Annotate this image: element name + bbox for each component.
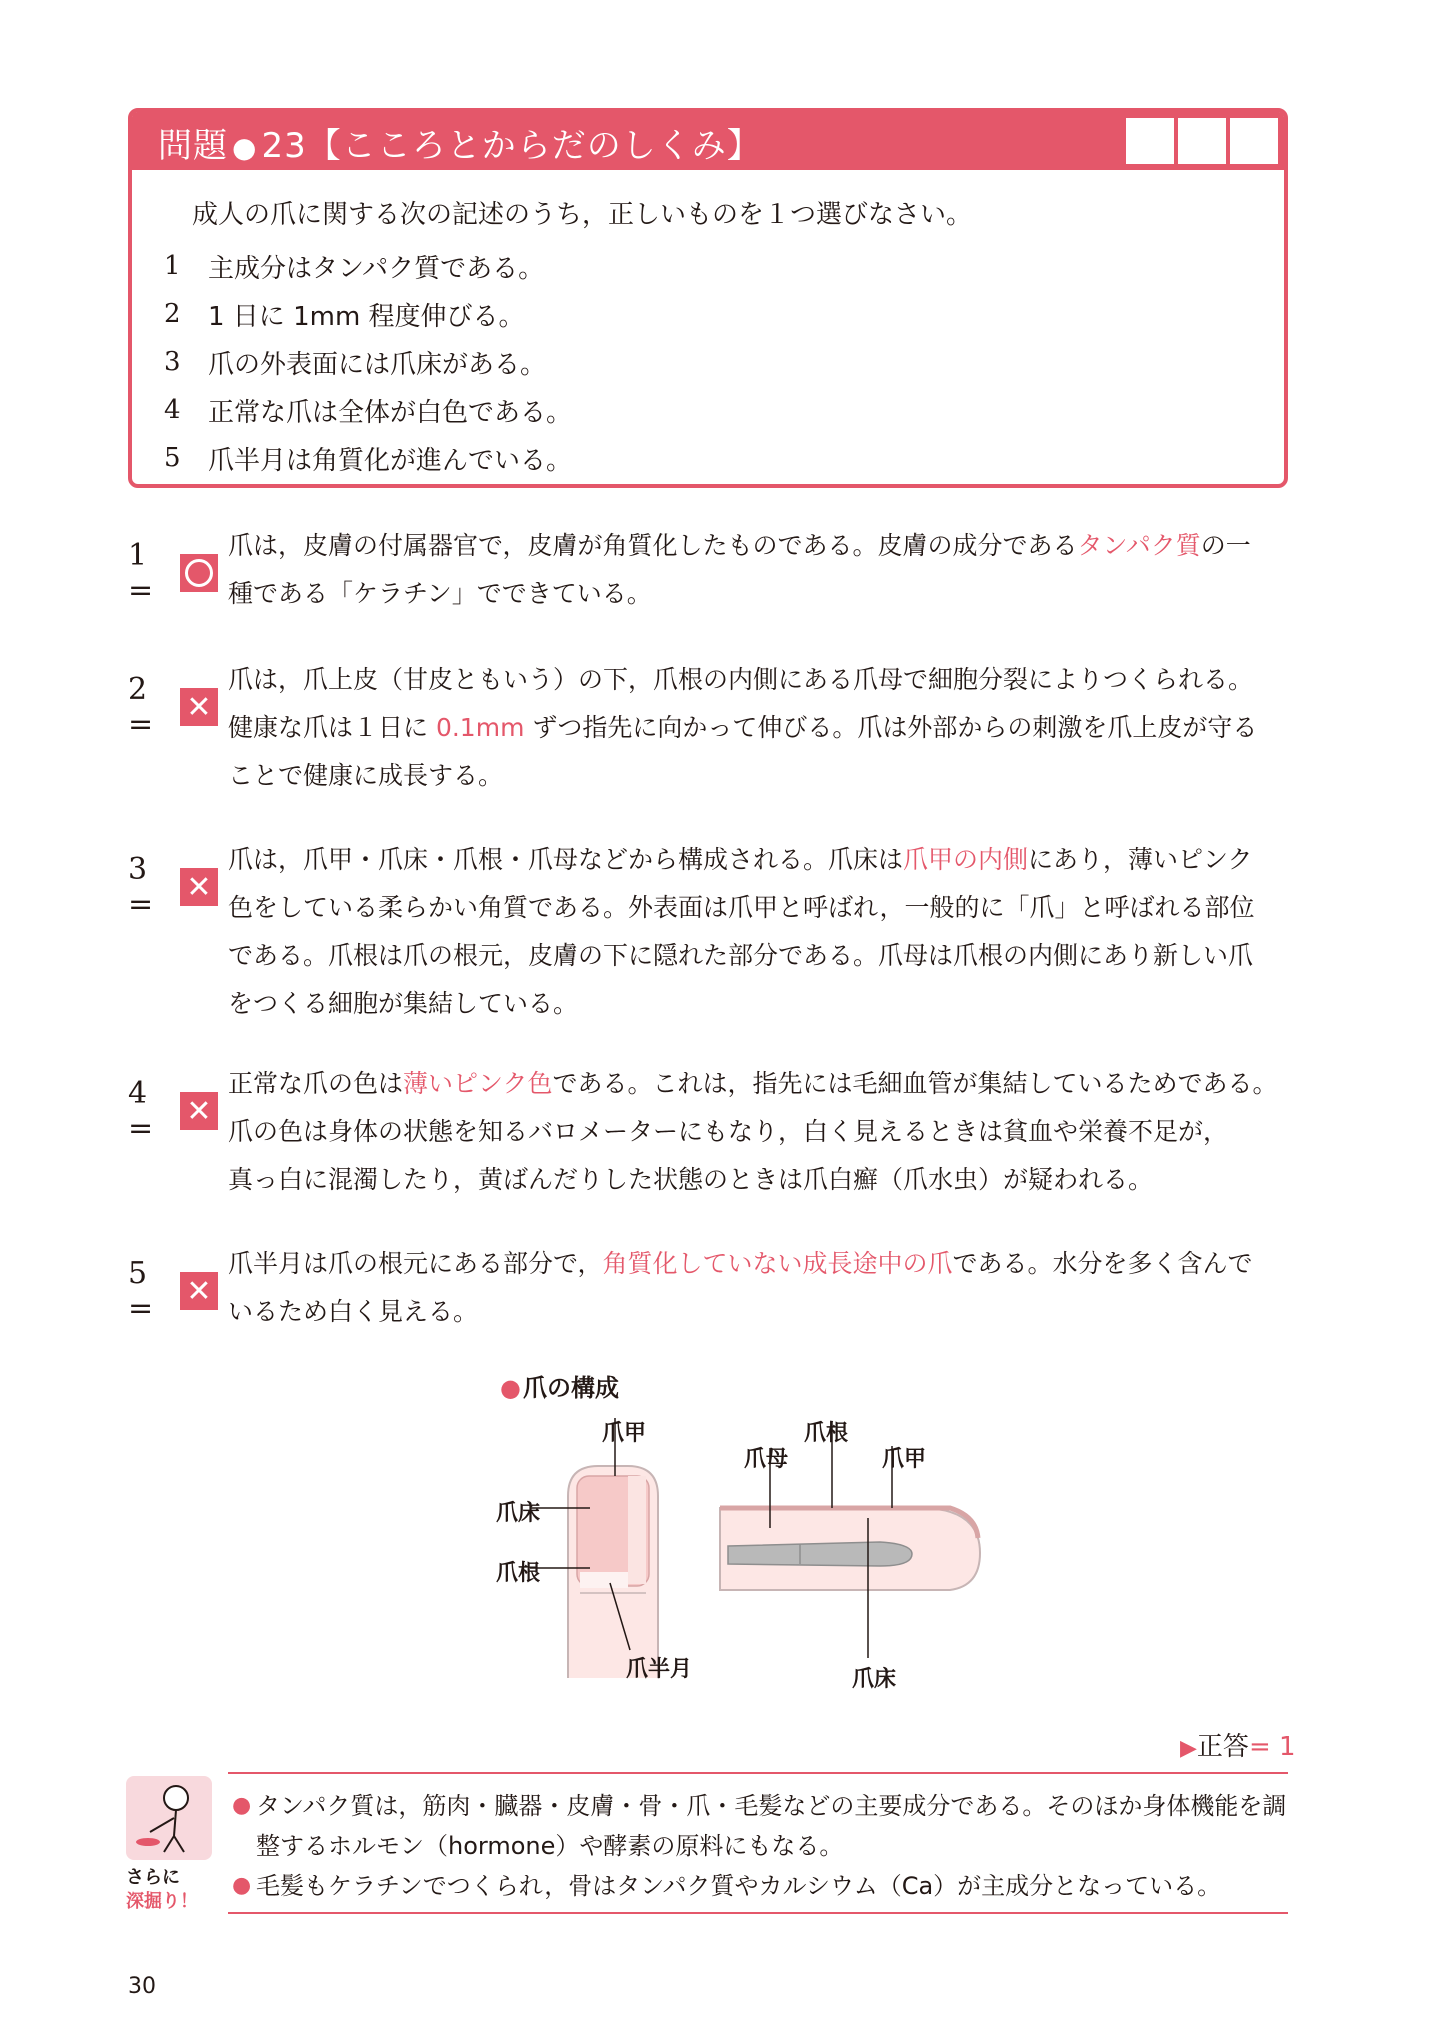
diagram-title-text: 爪の構成 — [522, 1374, 619, 1402]
text: 種である「ケラチン」でできている。 — [228, 579, 652, 608]
label-nail-root: 爪根 — [496, 1561, 541, 1586]
text: いるため白く見える。 — [228, 1297, 479, 1326]
text: である。水分を多く含んで — [952, 1249, 1253, 1278]
question-stem: 成人の爪に関する次の記述のうち，正しいものを１つ選びなさい。 — [192, 200, 973, 230]
text: である。爪根は爪の根元，皮膚の下に隠れた部分である。爪母は爪根の内側にあり新しい爪 — [228, 941, 1254, 970]
nail-illustration — [480, 1358, 1040, 1698]
explanation-number: 3 = — [128, 852, 154, 922]
question-label: 問題 — [158, 126, 228, 166]
bullet-icon: ● — [500, 1374, 521, 1402]
bone — [728, 1542, 912, 1566]
label-nail-bed: 爪床 — [496, 1501, 541, 1526]
label-nail-plate-side: 爪甲 — [882, 1447, 927, 1472]
check-box[interactable] — [1178, 118, 1226, 164]
label-nail-matrix: 爪母 — [744, 1447, 789, 1472]
deep-dive-label-line1: さらに — [126, 1867, 180, 1888]
choice-text: 主成分はタンパク質である。 — [208, 253, 545, 284]
deep-dive-list — [228, 1786, 1288, 1906]
check-box[interactable] — [1230, 118, 1278, 164]
triangle-icon: ▶ — [1180, 1736, 1197, 1761]
check-box[interactable] — [1126, 118, 1174, 164]
label-lunula: 爪半月 — [626, 1657, 693, 1682]
explanation-number: 5 = — [128, 1256, 154, 1326]
deep-dive-item: ● 毛髪もケラチンでつくられ，骨はタンパク質やカルシウム（Ca）が主成分となっている。 — [228, 1866, 1288, 1906]
hole — [136, 1838, 160, 1846]
text: 健康な爪は１日に — [228, 713, 436, 742]
label-nail-root-side: 爪根 — [804, 1421, 849, 1446]
explanation-head — [128, 852, 218, 922]
check-boxes — [1126, 118, 1278, 164]
text: 爪は，爪上皮（甘皮ともいう）の下，爪根の内側にある爪母で細胞分裂によりつくられる。 — [228, 665, 1254, 694]
nail-structure-diagram — [480, 1358, 1040, 1698]
choice-number: 3 — [164, 347, 181, 377]
deep-dive-item: ● タンパク質は，筋肉・臓器・皮膚・骨・爪・毛髪などの主要成分である。そのほか身体機能を調整するホルモン（hormone）や酵素の原料にもなる。 — [228, 1786, 1288, 1866]
nail-highlight — [628, 1476, 646, 1584]
explanation-text — [228, 1240, 1288, 1336]
text: をつくる細胞が集結している。 — [228, 989, 579, 1018]
wrong-mark-icon: ✕ — [180, 1272, 218, 1310]
text: ことで健康に成長する。 — [228, 761, 504, 790]
wrong-mark-icon: ✕ — [180, 868, 218, 906]
choice-item — [164, 434, 572, 482]
highlight-text: タンパク質 — [1077, 531, 1201, 560]
explanation-head — [128, 538, 218, 608]
shovel — [150, 1818, 174, 1832]
choice-text: 正常な爪は全体が白色である。 — [208, 397, 573, 428]
explanation-number: 1 = — [128, 538, 154, 608]
label-nail-bed-side: 爪床 — [852, 1667, 897, 1692]
highlight-text: 爪甲の内側 — [903, 845, 1029, 874]
explanation-text — [228, 522, 1288, 618]
explanation-head — [128, 672, 218, 742]
explanation-number: 2 = — [128, 672, 154, 742]
correct-answer — [1180, 1726, 1296, 1763]
highlight-text: 角質化していない成長途中の爪 — [602, 1249, 953, 1278]
question-header — [132, 112, 1284, 170]
choice-list — [164, 242, 572, 482]
question-title — [158, 118, 762, 167]
deep-dive-label — [126, 1866, 198, 1914]
bullet-icon: ● — [232, 131, 258, 164]
choice-number: 4 — [164, 395, 181, 425]
body — [174, 1810, 176, 1836]
choice-text: 1 日に 1mm 程度伸びる。 — [208, 301, 525, 332]
head — [164, 1786, 188, 1810]
text: 爪の色は身体の状態を知るバロメーターにもなり，白く見えるときは貧血や栄養不足が， — [228, 1117, 1229, 1146]
digging-person-icon — [126, 1776, 212, 1860]
text: 色をしている柔らかい角質である。外表面は爪甲と呼ばれ，一般的に「爪」と呼ばれる部位 — [228, 893, 1255, 922]
choice-text: 爪半月は角質化が進んでいる。 — [208, 445, 573, 476]
question-box — [128, 108, 1288, 488]
choice-number: 5 — [164, 443, 181, 473]
explanation-head — [128, 1076, 218, 1146]
text: 爪半月は爪の根元にある部分で， — [228, 1249, 603, 1278]
lunula — [580, 1572, 628, 1588]
label-nail-plate: 爪甲 — [602, 1421, 647, 1446]
question-number: 23 — [261, 126, 307, 166]
text: 真っ白に混濁したり，黄ばんだりした状態のときは爪白癬（爪水虫）が疑われる。 — [228, 1165, 1154, 1194]
answer-value: = 1 — [1248, 1732, 1296, 1762]
explanation-text — [228, 656, 1288, 800]
page-number: 30 — [128, 1974, 156, 1999]
text: の一 — [1200, 531, 1251, 560]
explanation-head — [128, 1256, 218, 1326]
deep-dive-label-line2: 深掘り！ — [126, 1891, 198, 1912]
wrong-mark-icon: ✕ — [180, 1092, 218, 1130]
divider — [228, 1912, 1288, 1914]
text: にあり，薄いピンク — [1028, 845, 1253, 874]
choice-item — [164, 338, 572, 386]
digging-illustration — [126, 1776, 212, 1860]
explanation-number: 4 = — [128, 1076, 154, 1146]
leg — [164, 1836, 174, 1852]
highlight-text: 0.1mm — [435, 713, 525, 742]
divider — [228, 1772, 1288, 1774]
choice-item — [164, 386, 572, 434]
choice-number: 1 — [164, 251, 181, 281]
text: ずつ指先に向かって伸びる。爪は外部からの刺激を爪上皮が守る — [524, 713, 1258, 742]
explanation-text — [228, 836, 1288, 1028]
choice-item — [164, 242, 572, 290]
choice-number: 2 — [164, 299, 181, 329]
correct-mark-icon — [180, 554, 218, 592]
text: 爪は，皮膚の付属器官で，皮膚が角質化したものである。皮膚の成分である — [228, 531, 1078, 560]
answer-label: 正答 — [1196, 1732, 1249, 1762]
choice-text: 爪の外表面には爪床がある。 — [208, 349, 547, 380]
leg — [174, 1836, 184, 1852]
explanation-text — [228, 1060, 1288, 1204]
highlight-text: 薄いピンク色 — [403, 1069, 553, 1098]
wrong-mark-icon: ✕ — [180, 688, 218, 726]
text: である。これは，指先には毛細血管が集結しているためである。 — [552, 1069, 1278, 1098]
text: 爪は，爪甲・爪床・爪根・爪母などから構成される。爪床は — [228, 845, 904, 874]
question-category: 【こころとからだのしくみ】 — [306, 126, 762, 166]
choice-item — [164, 290, 572, 338]
text: 正常な爪の色は — [228, 1069, 404, 1098]
